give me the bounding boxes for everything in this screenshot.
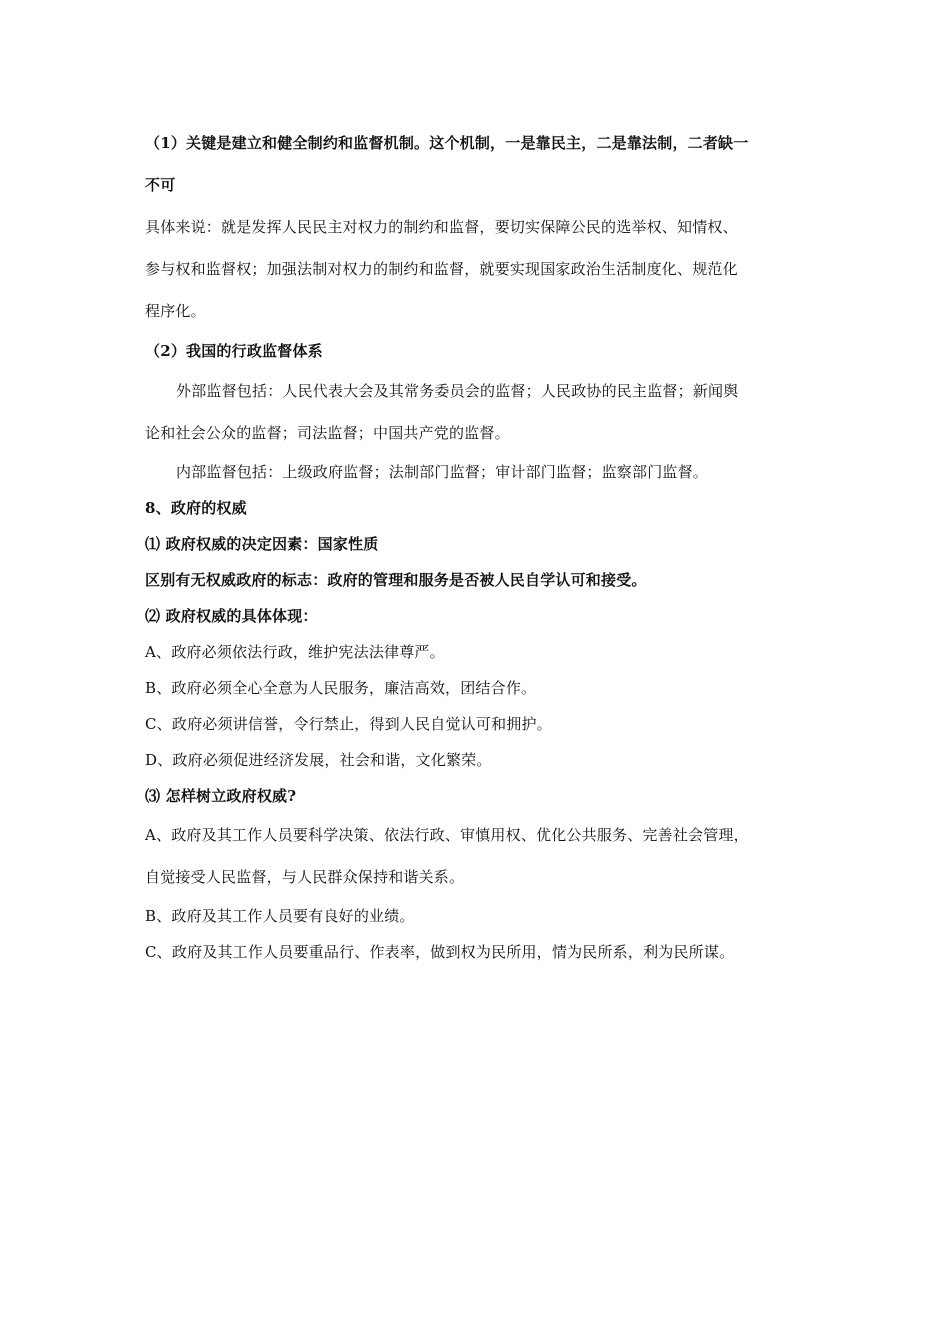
authority-manifestation-heading: ⑵ 政府权威的具体体现： (145, 607, 318, 625)
list-item: C、政府及其工作人员要重品行、作表率，做到权为民所用，情为民所系，利为民所谋。 (145, 943, 735, 961)
list-item: C、政府必须讲信誉，令行禁止，得到人民自觉认可和拥护。 (145, 715, 552, 733)
external-line-1: 外部监督包括：人民代表大会及其常务委员会的监督；人民政协的民主监督；新闻舆 (176, 382, 739, 400)
list-item: A、政府必须依法行政，维护宪法法律尊严。 (145, 643, 445, 661)
paragraph-mechanism (145, 122, 810, 206)
paragraph-internal-supervision: 内部监督包括：上级政府监督；法制部门监督；审计部门监督；监察部门监督。 (176, 463, 709, 481)
section-8-heading: 8、政府的权威 (145, 499, 247, 517)
external-line-2: 论和社会公众的监督；司法监督；中国共产党的监督。 (145, 424, 510, 442)
specifics-line-3: 程序化。 (145, 302, 206, 320)
authority-determinant: ⑴ 政府权威的决定因素：国家性质 (145, 535, 379, 553)
list-item: A、政府及其工作人员要科学决策、依法行政、审慎用权、优化公共服务、完善社会管理， (145, 826, 749, 844)
specifics-line-1: 具体来说：就是发挥人民民主对权力的制约和监督，要切实保障公民的选举权、知情权、 (145, 218, 738, 236)
authority-mark: 区别有无权威政府的标志：政府的管理和服务是否被人民自学认可和接受。 (145, 571, 647, 589)
list-item: B、政府及其工作人员要有良好的业绩。 (145, 907, 415, 925)
manifestation-list (145, 634, 810, 778)
list-item-continuation: 自觉接受人民监督，与人民群众保持和谐关系。 (145, 868, 465, 886)
list-item: D、政府必须促进经济发展，社会和谐，文化繁荣。 (145, 751, 492, 769)
document-page (145, 122, 810, 970)
paragraph-specifics (145, 206, 810, 332)
heading-admin-supervision: （2）我国的行政监督体系 (145, 342, 323, 360)
specifics-line-2: 参与权和监督权；加强法制对权力的制约和监督，就要实现国家政治生活制度化、规范化 (145, 260, 738, 278)
establish-authority-heading: ⑶ 怎样树立政府权威? (145, 787, 297, 805)
mechanism-line-1: （1）关键是建立和健全制约和监督机制。这个机制，一是靠民主，二是靠法制，二者缺一 (145, 134, 749, 152)
list-item: B、政府必须全心全意为人民服务，廉洁高效，团结合作。 (145, 679, 537, 697)
paragraph-external-supervision (145, 370, 810, 454)
establish-list (145, 814, 810, 970)
mechanism-line-2: 不可 (145, 176, 176, 194)
